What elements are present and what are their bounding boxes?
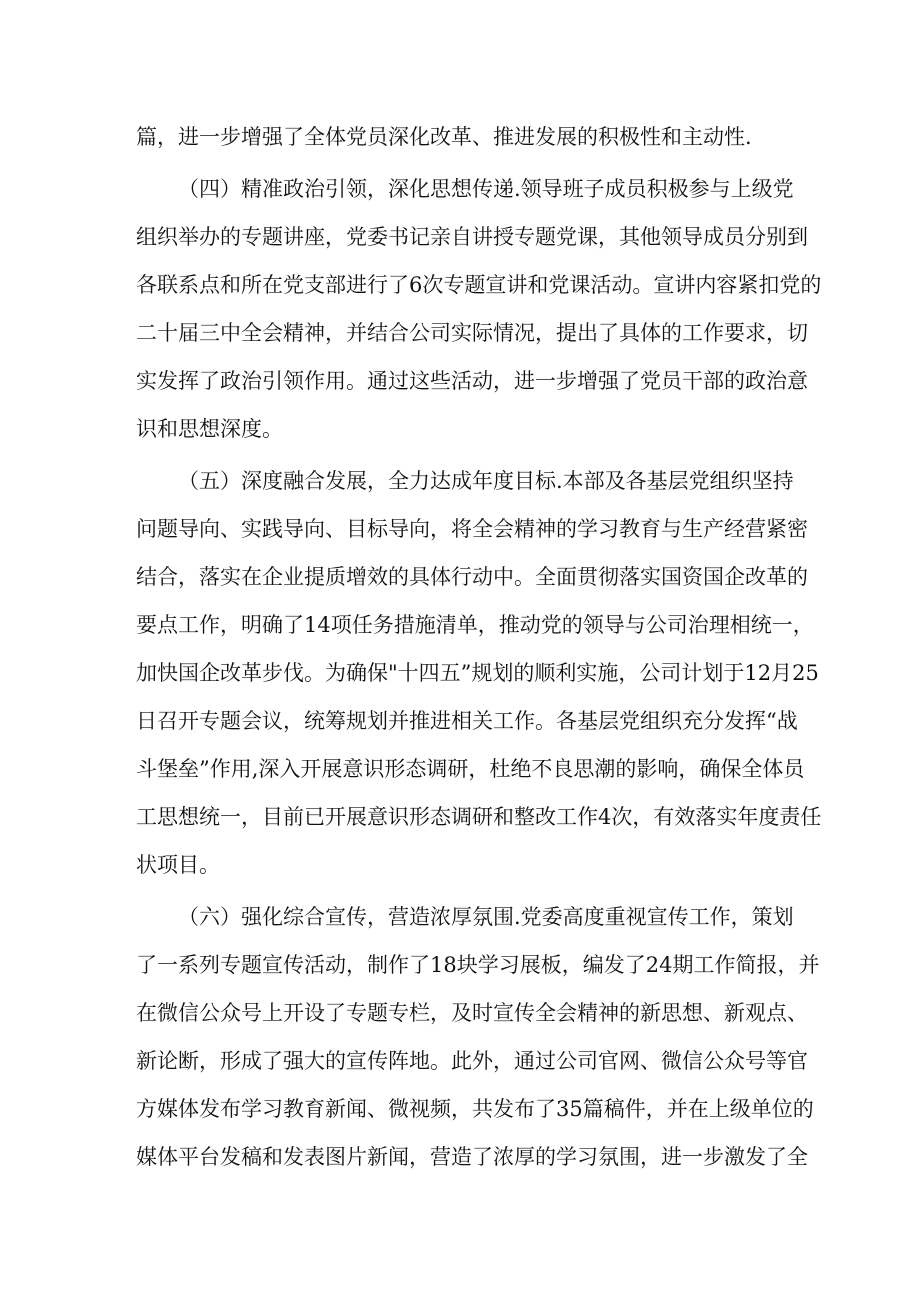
text-line: 要点工作，明确了14项任务措施清单，推动党的领导与公司治理相统一， [136,613,814,637]
paragraph-section-4 [136,165,822,453]
text-line: （六）强化综合宣传，营造浓厚氛围.党委高度重视宣传工作，策划 [178,905,794,929]
text-line: 状项目。 [136,853,220,877]
text-line: 问题导向、实践导向、目标导向，将全会精神的学习教育与生产经营紧密 [136,517,808,541]
text-line: 媒体平台发稿和发表图片新闻，营造了浓厚的学习氛围，进一步激发了全 [136,1145,808,1169]
text-line: 组织举办的专题讲座，党委书记亲自讲授专题党课，其他领导成员分别到 [136,225,808,249]
text-line: 斗堡垒”作用,深入开展意识形态调研，杜绝不良思潮的影响，确保全体员 [136,757,805,781]
text-line: 实发挥了政治引领作用。通过这些活动，进一步增强了党员干部的政治意 [136,369,808,393]
text-line: 新论断，形成了强大的宣传阵地。此外，通过公司官网、微信公众号等官 [136,1049,808,1073]
text-line: 在微信公众号上开设了专题专栏，及时宣传全会精神的新思想、新观点、 [136,1001,808,1025]
text-line: （五）深度融合发展，全力达成年度目标.本部及各基层党组织坚持 [178,469,794,493]
text-line: 各联系点和所在党支部进行了6次专题宣讲和党课活动。宣讲内容紧扣党的 [136,273,822,297]
text-line: 工思想统一，目前已开展意识形态调研和整改工作4次，有效落实年度责任 [136,805,822,829]
text-line: 二十届三中全会精神，并结合公司实际情况，提出了具体的工作要求，切 [136,321,808,345]
text-line: 了一系列专题宣传活动，制作了18块学习展板，编发了24期工作简报，并 [136,953,820,977]
text-line: 日召开专题会议，统筹规划并推进相关工作。各基层党组织充分发挥“战 [136,709,798,733]
paragraph-section-5 [136,457,822,889]
paragraph-section-6 [136,893,820,1181]
text-line: 结合，落实在企业提质增效的具体行动中。全面贯彻落实国资国企改革的 [136,565,808,589]
text-line: 识和思想深度。 [136,417,283,441]
text-line: 篇，进一步增强了全体党员深化改革、推进发展的积极性和主动性. [136,125,752,149]
document-body [136,113,822,1185]
text-line: （四）精准政治引领，深化思想传递.领导班子成员积极参与上级党 [178,177,794,201]
text-line: 方媒体发布学习教育新闻、微视频，共发布了35篇稿件，并在上级单位的 [136,1097,814,1121]
text-line: 加快国企改革步伐。为确保"十四五”规划的顺利实施，公司计划于12月25 [136,661,819,685]
paragraph-continuation [136,113,784,161]
